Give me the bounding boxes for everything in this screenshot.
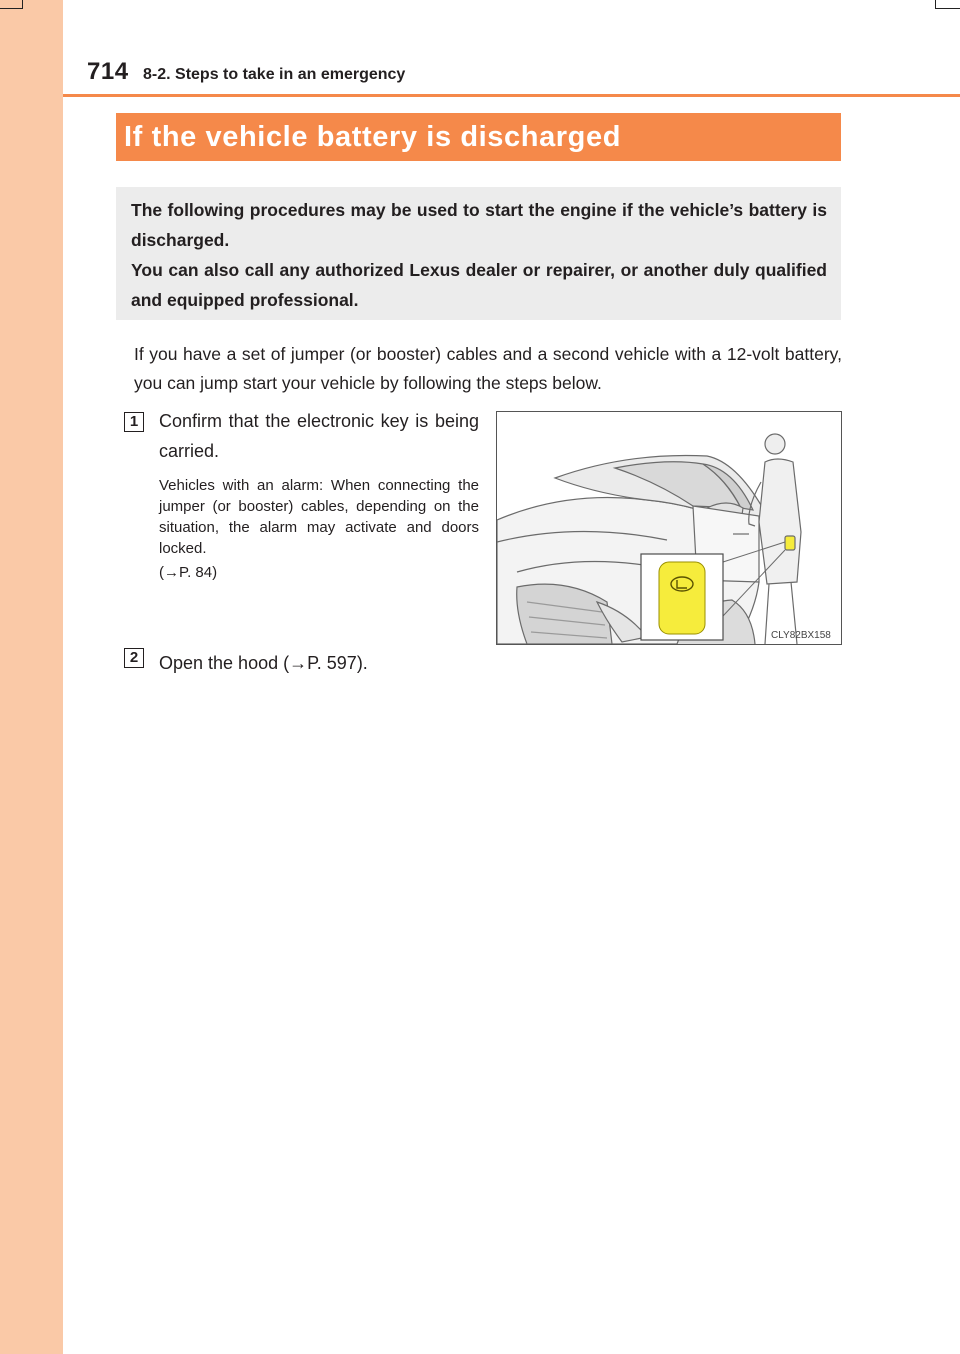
illustration-svg xyxy=(497,412,841,644)
vehicle-key-illustration xyxy=(496,411,842,645)
header-rule xyxy=(63,94,960,97)
crop-mark-top-left xyxy=(0,0,23,9)
section-title-bar xyxy=(116,113,841,161)
step-1-marker: 1 xyxy=(124,412,144,432)
step-1-text: Confirm that the electronic key is being carried. xyxy=(159,411,479,461)
section-label: 8-2. Steps to take in an emergency xyxy=(143,66,406,83)
key-inset xyxy=(641,554,723,640)
section-title: If the vehicle battery is discharged xyxy=(124,121,622,153)
body-paragraph: If you have a set of jumper (or booster) cables and a second vehicle with a 12-volt battery, you can jump start your vehicle by following the steps below. xyxy=(134,344,842,393)
step-1-note: Vehicles with an alarm: When connecting the jumper (or booster) cables, depending on the situation, the alarm may activate and doors locked. xyxy=(159,477,479,557)
side-margin-band xyxy=(0,0,63,1354)
step-2-text: Open the hood (→P. 597). xyxy=(159,653,368,673)
intro-text-1: The following procedures may be used to start the engine if the vehicle’s battery is discharged. xyxy=(131,200,827,250)
page-number: 714 xyxy=(87,58,129,85)
step-2-marker: 2 xyxy=(124,648,144,668)
figure-code: CLY82BX158 xyxy=(771,630,831,641)
crop-mark-top-right xyxy=(935,0,960,9)
step-1-note-reference: (→P. 84) xyxy=(159,564,218,581)
intro-box xyxy=(116,187,841,320)
intro-text-2: You can also call any authorized Lexus dealer or repairer, or another duly qualified and equipped professional. xyxy=(131,260,827,310)
car-drawing xyxy=(497,455,765,644)
